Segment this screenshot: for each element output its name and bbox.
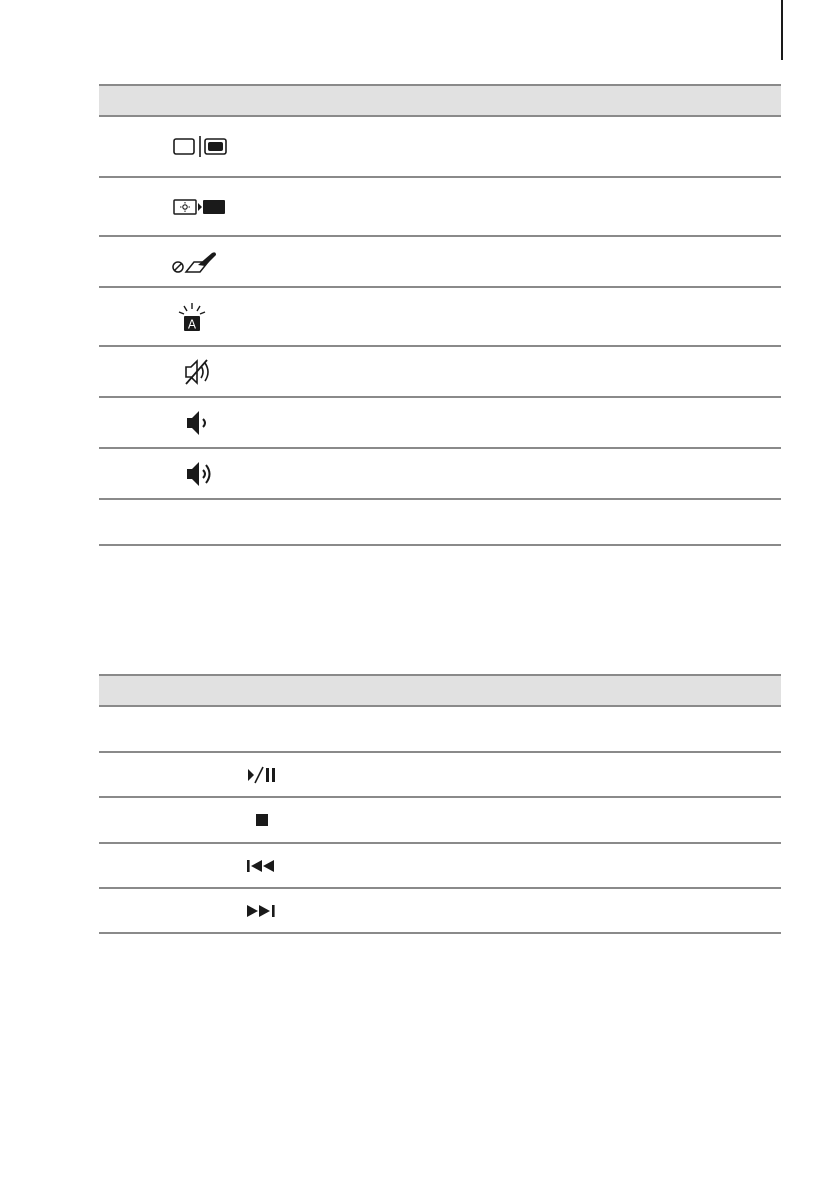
speaker-mute-icon — [172, 359, 212, 385]
volume-down-icon — [172, 410, 212, 436]
media-row-previous — [99, 844, 781, 889]
hotkey-row-keyboard-backlight — [99, 288, 781, 347]
next-track-icon — [245, 903, 281, 919]
play-pause-icon — [245, 766, 279, 784]
media-row-blank — [99, 707, 781, 753]
hotkey-table-header — [99, 84, 781, 117]
media-row-next — [99, 889, 781, 934]
hotkey-row-blank — [99, 500, 781, 546]
svg-text:A: A — [187, 317, 197, 331]
stop-icon — [254, 812, 270, 828]
screen-off-icon — [172, 198, 228, 216]
hotkey-row-touchpad — [99, 237, 781, 288]
previous-track-icon — [245, 858, 281, 874]
keyboard-backlight-icon — [172, 302, 212, 332]
volume-up-icon — [172, 461, 212, 487]
hotkey-row-volume-down — [99, 398, 781, 449]
media-row-play-pause — [99, 753, 781, 798]
display-toggle-icon — [172, 136, 228, 158]
hotkey-table — [99, 84, 781, 546]
touchpad-toggle-icon — [172, 250, 222, 274]
media-key-table-header — [99, 674, 781, 707]
page-corner-rule — [781, 0, 783, 60]
hotkey-row-screen-off — [99, 178, 781, 237]
hotkey-row-display-toggle — [99, 117, 781, 178]
hotkey-row-mute — [99, 347, 781, 398]
hotkey-row-volume-up — [99, 449, 781, 500]
media-row-stop — [99, 798, 781, 844]
media-key-table — [99, 674, 781, 934]
